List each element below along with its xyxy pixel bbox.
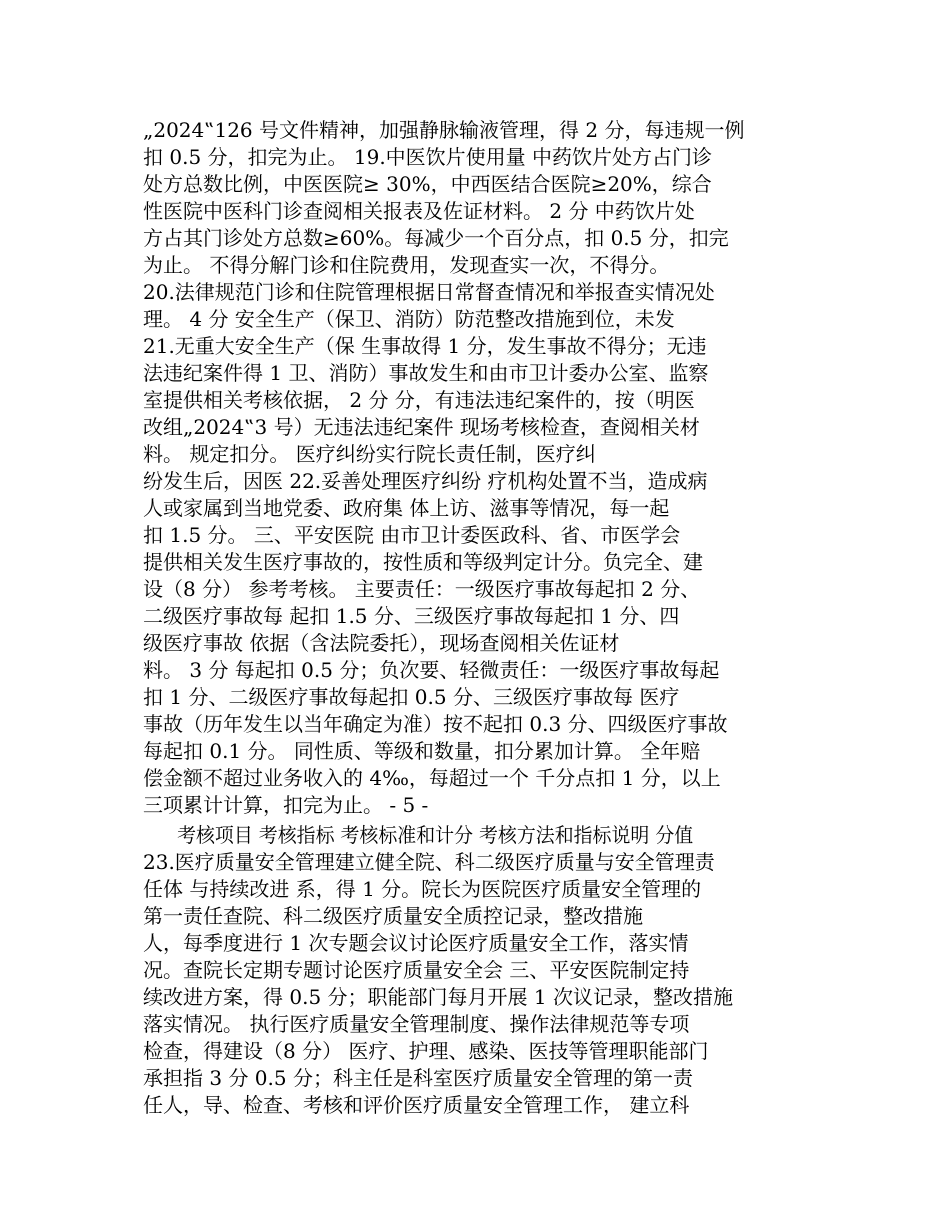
- text-line: 任人，导、检查、考核和评价医疗质量安全管理工作， 建立科: [143, 1093, 690, 1117]
- text-line: 每起扣 0.1 分。 同性质、等级和数量，扣分累加计算。 全年赔: [143, 739, 701, 763]
- text-line: 设（8 分） 参考考核。 主要责任：一级医疗事故每起扣 2 分、: [143, 577, 701, 601]
- text-line: 扣 0.5 分，扣完为止。 19.中医饮片使用量 中药饮片处方占门诊: [143, 145, 713, 169]
- text-line: 人，每季度进行 1 次专题会议讨论医疗质量安全工作，落实情: [143, 931, 689, 955]
- text-line: 扣 1 分、二级医疗事故每起扣 0.5 分、三级医疗事故每 医疗: [143, 685, 680, 709]
- text-line: 事故（历年发生以当年确定为准）按不起扣 0.3 分、四级医疗事故: [143, 712, 728, 736]
- text-line: 料。 3 分 每起扣 0.5 分；负次要、轻微责任：一级医疗事故每起: [143, 658, 720, 682]
- text-line: 方占其门诊处方总数≥60%。每减少一个百分点，扣 0.5 分，扣完: [143, 226, 729, 250]
- text-line: 落实情况。 执行医疗质量安全管理制度、操作法律规范等专项: [143, 1012, 690, 1036]
- text-line: 料。 规定扣分。 医疗纠纷实行院长责任制，医疗纠: [143, 442, 596, 466]
- text-line: 第一责任查院、科二级医疗质量安全质控记录，整改措施: [143, 904, 643, 928]
- text-line: 级医疗事故 依据（含法院委托），现场查阅相关佐证材: [143, 631, 620, 655]
- text-line: 纷发生后，因医 22.妥善处理医疗纠纷 疗机构处置不当，造成病: [143, 469, 708, 493]
- text-line: 20.法律规范门诊和住院管理根据日常督查情况和举报查实情况处: [143, 280, 715, 304]
- text-line: 况。查院长定期专题讨论医疗质量安全会 三、平安医院制定持: [143, 958, 690, 982]
- text-line: 为止。 不得分解门诊和住院费用，发现查实一次，不得分。: [143, 253, 670, 277]
- text-line: 扣 1.5 分。 三、平安医院 由市卫计委医政科、省、市医学会: [143, 523, 681, 547]
- text-line: 室提供相关考核依据， 2 分 分，有违法违纪案件的，按（明医: [143, 388, 695, 412]
- text-line: 法违纪案件得 1 卫、消防）事故发生和由市卫计委办公室、监察: [143, 361, 709, 385]
- text-line: 二级医疗事故每 起扣 1.5 分、三级医疗事故每起扣 1 分、四: [143, 604, 680, 628]
- text-line: 承担指 3 分 0.5 分；科主任是科室医疗质量安全管理的第一责: [143, 1066, 693, 1090]
- text-line: 理。 4 分 安全生产（保卫、消防）防范整改措施到位，未发: [143, 307, 675, 331]
- body-text-block-1: [143, 117, 813, 819]
- text-line: 人或家属到当地党委、政府集 体上访、滋事等情况，每一起: [143, 496, 670, 520]
- text-line: 偿金额不超过业务收入的 4‰，每超过一个 千分点扣 1 分，以上: [143, 766, 721, 790]
- text-line: 任体 与持续改进 系，得 1 分。院长为医院医疗质量安全管理的: [143, 877, 702, 901]
- text-line: 处方总数比例，中医医院≥ 30%，中西医结合医院≥20%，综合: [143, 172, 712, 196]
- page-number-line: 三项累计计算，扣完为止。 - 5 -: [143, 793, 429, 817]
- table-header-line: 考核项目 考核指标 考核标准和计分 考核方法和指标说明 分值: [177, 823, 694, 847]
- body-text-block-2: [143, 822, 813, 1119]
- text-line: 23.医疗质量安全管理建立健全院、科二级医疗质量与安全管理责: [143, 850, 715, 874]
- text-line: 提供相关发生医疗事故的，按性质和等级判定计分。负完全、建: [143, 550, 703, 574]
- text-line: 改组„2024‟3 号）无违法违纪案件 现场考核检查，查阅相关材: [143, 415, 700, 439]
- text-line: 检查，得建设（8 分） 医疗、护理、感染、医技等管理职能部门: [143, 1039, 709, 1063]
- text-line: 续改进方案，得 0.5 分；职能部门每月开展 1 次议记录，整改措施: [143, 985, 733, 1009]
- text-line: 性医院中医科门诊查阅相关报表及佐证材料。 2 分 中药饮片处: [143, 199, 695, 223]
- text-line: 21.无重大安全生产（保 生事故得 1 分，发生事故不得分；无违: [143, 334, 707, 358]
- text-line: „2024‟126 号文件精神，加强静脉输液管理，得 2 分，每违规一例: [143, 118, 745, 142]
